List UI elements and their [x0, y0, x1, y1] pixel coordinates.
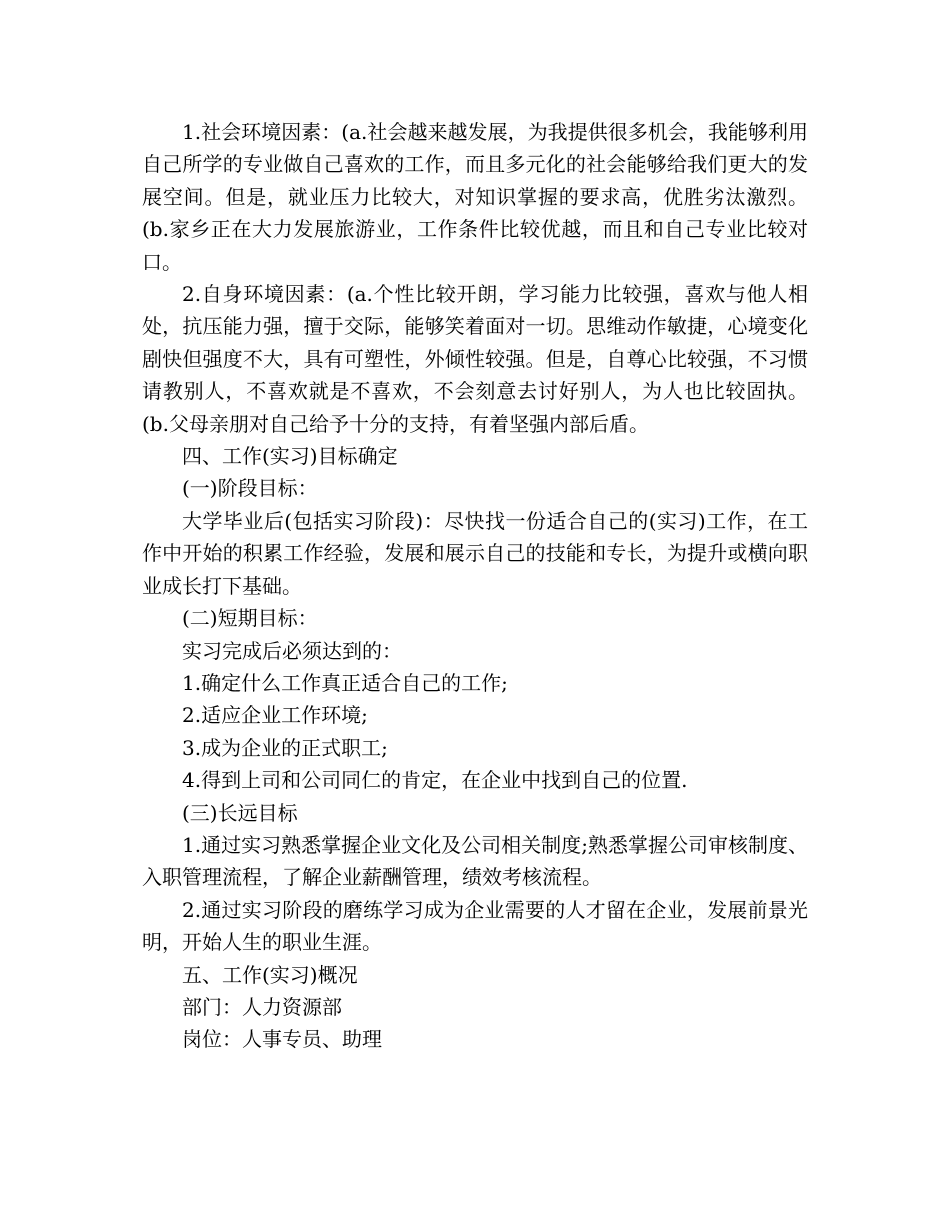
position-line: 岗位：人事专员、助理 [182, 1027, 382, 1052]
department-line: 部门：人力资源部 [182, 994, 342, 1019]
paragraph-social-environment: 1.社会环境因素：(a.社会越来越发展，为我提供很多机会，我能够利用自己所学的专业做自己喜欢的工作，而且多元化的社会能够给我们更大的发展空间。但是，就业压力比较大，对知识掌握的要求高，优胜劣汰激烈。(b.家乡正在大力发展旅游业，工作条件比较优越，而且和自己专业比较对口。 [142, 120, 808, 274]
list-item: 1.确定什么工作真正适合自己的工作; [182, 670, 508, 695]
paragraph-self-environment: 2.自身环境因素：(a.个性比较开朗，学习能力比较强，喜欢与他人相处，抗压能力强，擅于交际，能够笑着面对一切。思维动作敏捷，心境变化剧快但强度不大，具有可塑性，外倾性较强。但是，自尊心比较强，不习惯请教别人，不喜欢就是不喜欢，不会刻意去讨好别人，为人也比较固执。(b.父母亲朋对自己给予十分的支持，有着坚强内部后盾。 [142, 282, 808, 436]
list-item: 3.成为企业的正式职工; [182, 735, 388, 760]
section-heading-goals: 四、工作(实习)目标确定 [182, 444, 398, 469]
subheading-stage-goals: (一)阶段目标： [182, 476, 318, 501]
paragraph-short-term-intro: 实习完成后必须达到的： [182, 638, 402, 663]
document-body [142, 116, 808, 1056]
subheading-long-term-goals: (三)长远目标 [182, 800, 298, 825]
paragraph-stage-goals: 大学毕业后(包括实习阶段)：尽快找一份适合自己的(实习)工作，在工作中开始的积累工作经验，发展和展示自己的技能和专长，为提升或横向职业成长打下基础。 [142, 508, 808, 598]
list-item: 2.通过实习阶段的磨练学习成为企业需要的人才留在企业，发展前景光明，开始人生的职业生涯。 [142, 897, 808, 955]
list-item: 1.通过实习熟悉掌握企业文化及公司相关制度;熟悉掌握公司审核制度、入职管理流程，了解企业薪酬管理，绩效考核流程。 [142, 832, 808, 890]
list-item: 2.适应企业工作环境; [182, 703, 368, 728]
section-heading-overview: 五、工作(实习)概况 [182, 962, 358, 987]
subheading-short-term-goals: (二)短期目标： [182, 606, 318, 631]
list-item: 4.得到上司和公司同仁的肯定，在企业中找到自己的位置. [182, 768, 688, 793]
